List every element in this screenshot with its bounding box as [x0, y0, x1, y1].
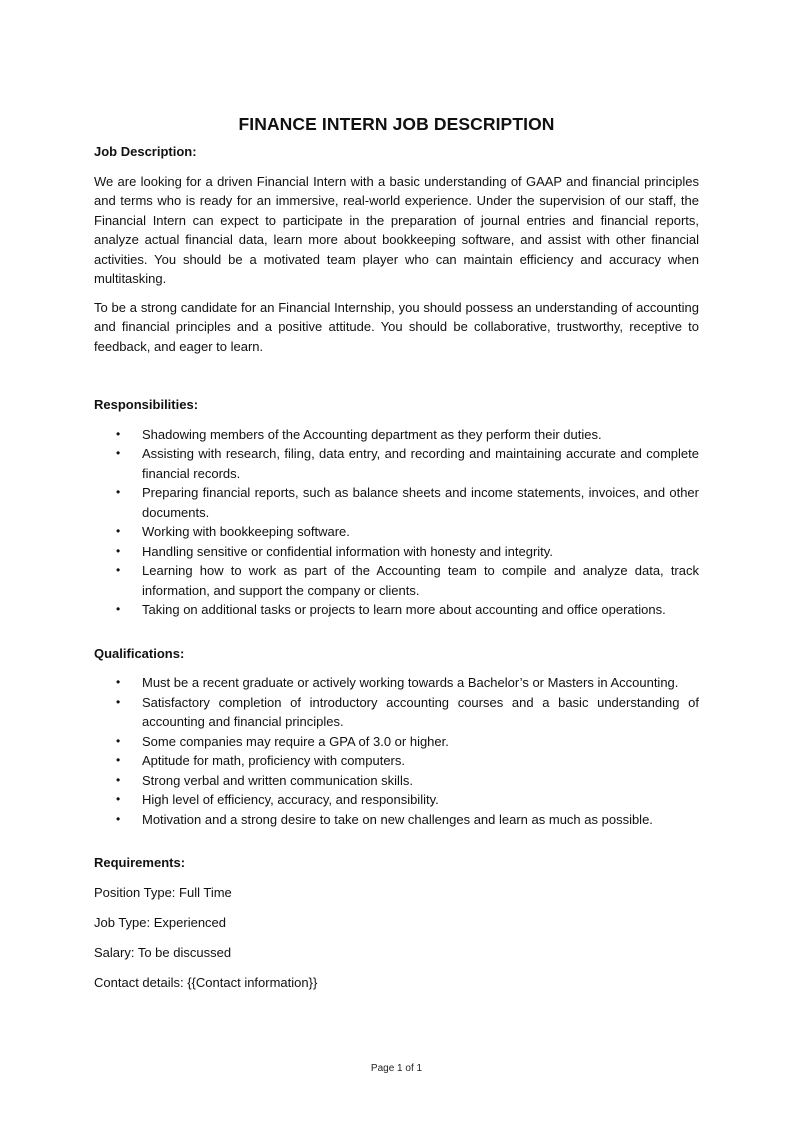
- bullet-icon: •: [116, 792, 121, 806]
- list-item-text: Assisting with research, filing, data entry, and recording and maintaining accurate and complete financial records.: [142, 446, 699, 481]
- document-page: [94, 112, 699, 1003]
- list-item-text: Some companies may require a GPA of 3.0 or higher.: [142, 733, 449, 749]
- position-type: Position Type: Full Time: [94, 884, 232, 900]
- list-item: [94, 732, 699, 752]
- list-item-text: Motivation and a strong desire to take on new challenges and learn as much as possible.: [142, 811, 653, 827]
- section-gap: [94, 829, 699, 853]
- bullet-icon: •: [116, 563, 121, 577]
- list-item: [94, 751, 699, 771]
- list-item: [94, 790, 699, 810]
- list-item-text: Taking on additional tasks or projects to learn more about accounting and office operations.: [142, 602, 666, 617]
- list-item: [94, 542, 699, 562]
- salary: Salary: To be discussed: [94, 944, 232, 960]
- responsibilities-list: [94, 425, 699, 620]
- list-item: [94, 483, 699, 522]
- list-item-text: Satisfactory completion of introductory accounting courses and a basic understanding of accounting and financial principles.: [142, 694, 699, 729]
- bullet-icon: •: [116, 524, 121, 538]
- list-item: [94, 600, 699, 620]
- section-gap: [94, 620, 699, 644]
- responsibilities-heading: Responsibilities:: [94, 397, 199, 412]
- list-item: [94, 673, 699, 693]
- list-item: [94, 425, 699, 445]
- bullet-icon: •: [116, 753, 121, 767]
- list-item: [94, 522, 699, 542]
- requirements-section: [94, 853, 699, 992]
- list-item-text: Handling sensitive or confidential information with honesty and integrity.: [142, 543, 553, 559]
- job-description-paragraph-1: We are looking for a driven Financial Intern with a basic understanding of GAAP and financial principles and terms who is ready for an immersive, real-world experience. Under the supervision of our staff, the Financial Intern can expect to participate in the preparation of journal entries and financial reports, analyze actual financial data, learn more about bookkeeping software, and assist with other financial activities. You should be a motivated team player who can maintain efficiency and accuracy when multitasking.: [94, 173, 699, 286]
- contact-details: Contact details: {{Contact information}}: [94, 974, 318, 990]
- list-item-text: High level of efficiency, accuracy, and responsibility.: [142, 792, 439, 807]
- list-item-text: Preparing financial reports, such as balance sheets and income statements, invoices, and other documents.: [142, 485, 699, 520]
- section-gap: [94, 365, 699, 395]
- job-description-heading: Job Description:: [94, 144, 197, 159]
- list-item-text: Must be a recent graduate or actively working towards a Bachelor’s or Masters in Accounting.: [142, 675, 679, 690]
- bullet-icon: •: [116, 675, 121, 689]
- bullet-icon: •: [116, 543, 121, 558]
- responsibilities-section: [94, 395, 699, 620]
- bullet-icon: •: [116, 694, 121, 709]
- list-item: [94, 444, 699, 483]
- list-item: [94, 771, 699, 791]
- list-item-text: Strong verbal and written communication skills.: [142, 772, 413, 788]
- bullet-icon: •: [116, 426, 121, 441]
- list-item: [94, 810, 699, 830]
- list-item: [94, 693, 699, 732]
- bullet-icon: •: [116, 772, 121, 787]
- qualifications-list: [94, 673, 699, 829]
- list-item-text: Learning how to work as part of the Accounting team to compile and analyze data, track information, and support the company or clients.: [142, 563, 699, 598]
- qualifications-heading: Qualifications:: [94, 645, 185, 661]
- job-description-paragraph-2: To be a strong candidate for an Financial Internship, you should possess an understanding of accounting and financial principles and a positive attitude. You should be collaborative, trustworthy, receptive to feedback, and eager to learn.: [94, 299, 699, 354]
- list-item-text: Working with bookkeeping software.: [142, 524, 350, 539]
- requirements-heading: Requirements:: [94, 855, 186, 870]
- bullet-icon: •: [116, 446, 121, 460]
- list-item-text: Shadowing members of the Accounting department as they perform their duties.: [142, 426, 602, 442]
- qualifications-section: [94, 644, 699, 830]
- bullet-icon: •: [116, 811, 121, 826]
- list-item: [94, 561, 699, 600]
- job-description-section: [94, 142, 699, 356]
- page-number-footer: Page 1 of 1: [370, 1063, 423, 1074]
- job-type: Job Type: Experienced: [94, 914, 227, 930]
- bullet-icon: •: [116, 602, 121, 616]
- bullet-icon: •: [116, 485, 121, 499]
- bullet-icon: •: [116, 733, 121, 748]
- list-item-text: Aptitude for math, proficiency with computers.: [142, 753, 406, 768]
- document-title: FINANCE INTERN JOB DESCRIPTION: [238, 114, 555, 134]
